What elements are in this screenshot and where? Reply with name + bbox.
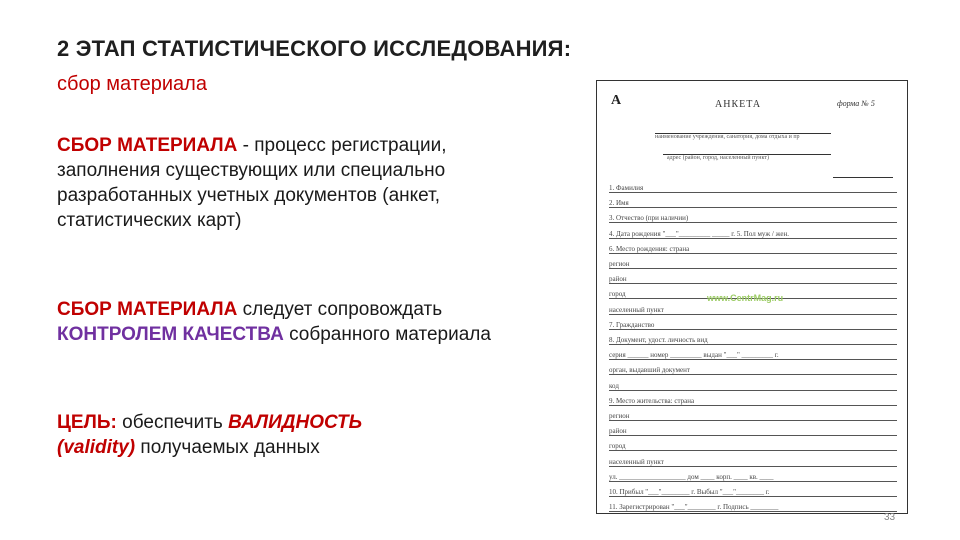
form-field-label: 9. Место жительства: страна [609,396,695,405]
term-quality-control: КОНТРОЛЕМ КАЧЕСТВА [57,324,284,345]
form-field-label: регион [609,260,630,268]
form-field-line [609,496,897,497]
form-field-row [609,348,897,360]
paragraph-text: следует сопровождать [237,299,443,320]
form-field-row [609,424,897,436]
paragraph-text: получаемых данных [135,437,320,458]
form-field-label: населенный пункт [609,457,664,466]
form-field-label: серия ______ номер _________ выдан "___" _________ г. [609,351,779,360]
form-field-label: код [609,381,619,390]
form-header-line [833,177,893,178]
form-field-line [609,420,897,421]
form-field-label: 2. Имя [609,199,629,208]
form-field-line [609,192,897,193]
slide-title: 2 ЭТАП СТАТИСТИЧЕСКОГО ИССЛЕДОВАНИЯ: [57,36,572,61]
form-field-line [609,450,897,451]
form-field-label: регион [609,412,630,420]
form-field-row [609,379,897,391]
form-field-row [609,394,897,406]
form-field-line [609,314,897,315]
form-field-line [609,207,897,208]
form-field-line [609,435,897,436]
form-field-line [609,283,897,284]
form-field-row [609,333,897,345]
form-field-label: орган, выдавший документ [609,366,690,375]
form-field-row [609,318,897,330]
form-field-label: 8. Документ, удост. личность вид [609,336,708,344]
form-field-row [609,455,897,467]
term-validity: ВАЛИДНОСТЬ [228,412,363,433]
term-validity-english: (validity) [57,437,136,458]
questionnaire-form-image [596,80,908,514]
form-field-label: район [609,275,627,284]
form-field-row [609,257,897,269]
form-field-label: 6. Место рождения: страна [609,244,690,253]
form-field-label: 3. Отчество (при наличии) [609,214,689,223]
form-field-line [609,222,897,223]
form-field-label: 1. Фамилия [609,184,644,192]
form-field-line [609,359,897,360]
form-field-row [609,272,897,284]
form-field-label: город [609,290,626,299]
goal-paragraph [57,410,497,460]
form-field-label: город [609,442,626,451]
form-header-caption: адрес (район, город, населенный пункт) [667,155,769,161]
form-header-caption: наименование учреждения, санатория, дома отдыха и пр [655,134,800,140]
form-field-row [609,485,897,497]
slide-subtitle: сбор материала [57,73,207,95]
form-field-label: район [609,427,627,436]
form-field-row [609,211,897,223]
form-field-line [609,268,897,269]
form-number: форма № 5 [837,99,875,108]
watermark: www.CentrMag.ru [707,293,784,303]
form-field-label: 11. Зарегистрирован "___"________ г. Подпись ________ [609,503,779,512]
form-field-line [609,344,897,345]
form-field-label: ул. ___________________ дом ____ корп. ____ кв. ____ [609,472,774,481]
form-field-label: 4. Дата рождения "___"_________ _____ г. 5. Пол муж / жен. [609,229,789,238]
definition-paragraph [57,133,497,233]
form-field-line [609,511,897,512]
form-field-line [609,481,897,482]
form-field-line [609,405,897,406]
form-field-row [609,227,897,239]
form-field-row [609,181,897,193]
paragraph-text: собранного материала [283,324,491,345]
form-field-row [609,363,897,375]
form-field-row [609,470,897,482]
form-field-row [609,196,897,208]
form-field-label: 7. Гражданство [609,320,655,329]
slide-number: 33 [884,512,896,523]
form-field-line [609,238,897,239]
form-field-row [609,409,897,421]
goal-label: ЦЕЛЬ: [57,412,117,433]
form-field-row [609,439,897,451]
form-letter: А [611,93,622,108]
quality-control-paragraph [57,297,497,347]
form-field-label: 10. Прибыл "___"________ г. Выбыл "___"________ г. [609,488,770,496]
form-field-label: населенный пункт [609,305,664,314]
definition-text: - процесс регистрации, заполнения существующих или специально разработанных учетных документов (анкет, статистических карт) [57,135,447,231]
form-field-line [609,374,897,375]
term-collection: СБОР МАТЕРИАЛА [57,135,238,156]
form-field-line [609,253,897,254]
form-field-line [609,466,897,467]
form-field-row [609,242,897,254]
form-field-row [609,303,897,315]
form-field-line [609,390,897,391]
form-title: АНКЕТА [715,99,762,110]
form-field-row [609,500,897,512]
term-collection: СБОР МАТЕРИАЛА [57,299,238,320]
form-field-line [609,329,897,330]
paragraph-text: обеспечить [116,412,229,433]
